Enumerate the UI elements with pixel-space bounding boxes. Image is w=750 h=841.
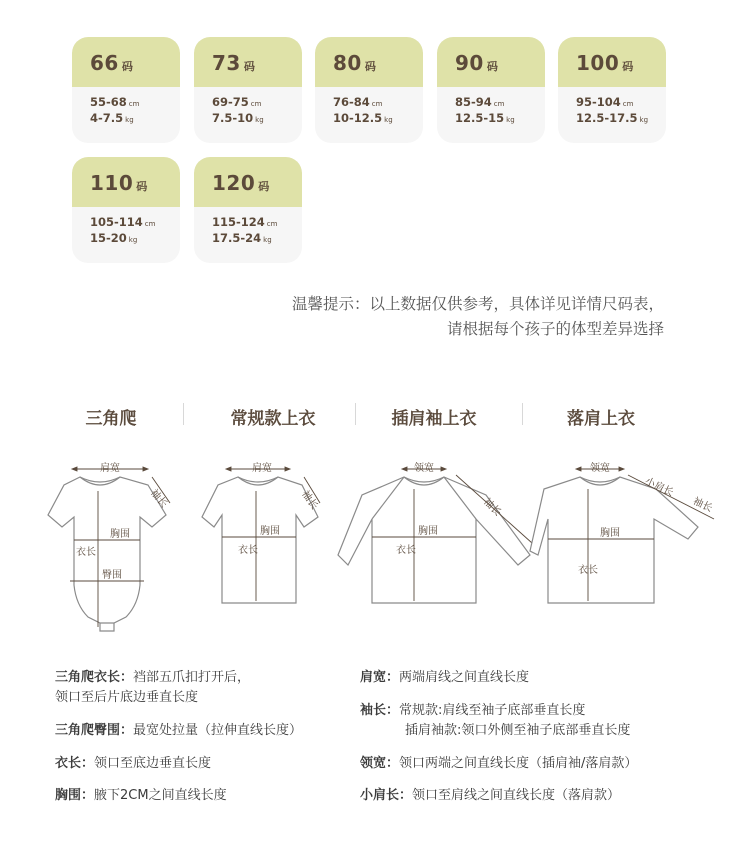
label-collar: 领宽 xyxy=(590,463,610,474)
label-sleeve: 袖长 xyxy=(147,487,170,510)
note-shoulder: 肩宽：两端肩线之间直线长度 xyxy=(360,670,530,685)
weight-range: 10-12.5 kg xyxy=(333,111,393,125)
size-card-66 xyxy=(72,37,180,143)
style-title-regular-top: 常规款上衣 xyxy=(230,409,316,429)
divider xyxy=(522,403,523,425)
height-range: 95-104 cm xyxy=(576,95,634,109)
style-title-raglan-top: 插肩袖上衣 xyxy=(391,409,477,429)
weight-range: 7.5-10 kg xyxy=(212,111,264,125)
romper-outline-shape xyxy=(48,477,166,623)
size-label: 110 码 xyxy=(90,171,148,195)
label-length: 衣长 xyxy=(76,547,96,558)
label-sleeve: 袖长 xyxy=(481,496,503,519)
note-sleeve: 袖长：常规款:肩线至袖子底部垂直长度 xyxy=(360,703,586,718)
size-card-header xyxy=(72,157,180,207)
note-romper-hip: 三角爬臀围：最宽处拉量（拉伸直线长度） xyxy=(55,723,303,738)
height-range: 115-124 cm xyxy=(212,215,278,229)
size-card-header xyxy=(315,37,423,87)
note-length: 衣长：领口至底边垂直长度 xyxy=(55,756,212,771)
label-sleeve: 袖长 xyxy=(299,488,320,512)
height-range: 76-84 cm xyxy=(333,95,383,109)
label-shoulder: 肩宽 xyxy=(252,463,272,474)
size-label: 90 码 xyxy=(455,51,499,75)
height-range: 69-75 cm xyxy=(212,95,262,109)
size-label: 73 码 xyxy=(212,51,256,75)
raglan-top-diagram xyxy=(336,455,536,605)
size-card-100 xyxy=(558,37,666,143)
size-card-header xyxy=(194,37,302,87)
label-collar: 领宽 xyxy=(414,463,434,474)
raglan-top-outline-shape xyxy=(338,477,530,603)
size-card-73 xyxy=(194,37,302,143)
size-card-110 xyxy=(72,157,180,263)
size-card-header xyxy=(194,157,302,207)
note-small-shoulder: 小肩长：领口至肩线之间直线长度（落肩款） xyxy=(360,788,621,803)
label-chest: 胸围 xyxy=(110,529,130,540)
label-length: 衣长 xyxy=(238,545,258,556)
label-chest: 胸围 xyxy=(260,526,280,537)
size-label: 66 码 xyxy=(90,51,134,75)
style-title-drop-shoulder-top: 落肩上衣 xyxy=(567,409,635,429)
note-chest: 胸围：腋下2CM之间直线长度 xyxy=(55,788,227,803)
tip-line-1: 温馨提示：以上数据仅供参考，具体详见详情尺码表， xyxy=(291,295,664,313)
size-label: 120 码 xyxy=(212,171,270,195)
weight-range: 17.5-24 kg xyxy=(212,231,272,245)
style-title-romper: 三角爬 xyxy=(85,409,137,429)
size-card-80 xyxy=(315,37,423,143)
romper-diagram xyxy=(40,455,180,640)
size-card-90 xyxy=(437,37,545,143)
label-hip: 臀围 xyxy=(102,570,122,581)
drop-shoulder-outline-shape xyxy=(530,477,698,603)
weight-range: 12.5-15 kg xyxy=(455,111,515,125)
note-sleeve-2: 插肩袖款:领口外侧至袖子底部垂直长度 xyxy=(405,723,631,738)
height-range: 105-114 cm xyxy=(90,215,156,229)
divider xyxy=(355,403,356,425)
size-card-header xyxy=(437,37,545,87)
label-chest: 胸围 xyxy=(600,528,620,539)
label-shoulder: 肩宽 xyxy=(100,463,120,474)
tip-line-2: 请根据每个孩子的体型差异选择 xyxy=(446,320,664,338)
weight-range: 4-7.5 kg xyxy=(90,111,134,125)
height-range: 85-94 cm xyxy=(455,95,505,109)
height-range: 55-68 cm xyxy=(90,95,140,109)
label-chest: 胸围 xyxy=(418,526,438,537)
label-sleeve: 袖长 xyxy=(691,496,714,515)
note-romper-length-2: 领口至后片底边垂直长度 xyxy=(55,690,199,705)
drop-shoulder-top-diagram xyxy=(528,455,728,605)
note-romper-length: 三角爬衣长：裆部五爪扣打开后， xyxy=(55,670,251,685)
note-collar: 领宽：领口两端之间直线长度（插肩袖/落肩款） xyxy=(360,756,638,771)
size-card-header xyxy=(72,37,180,87)
size-label: 100 码 xyxy=(576,51,634,75)
weight-range: 12.5-17.5 kg xyxy=(576,111,649,125)
regular-top-diagram xyxy=(200,455,350,605)
label-length: 衣长 xyxy=(578,565,598,576)
size-card-120 xyxy=(194,157,302,263)
label-length: 衣长 xyxy=(396,545,416,556)
weight-range: 15-20 kg xyxy=(90,231,138,245)
size-label: 80 码 xyxy=(333,51,377,75)
label-small-shoulder: 小肩长 xyxy=(643,476,675,499)
divider xyxy=(183,403,184,425)
size-card-header xyxy=(558,37,666,87)
